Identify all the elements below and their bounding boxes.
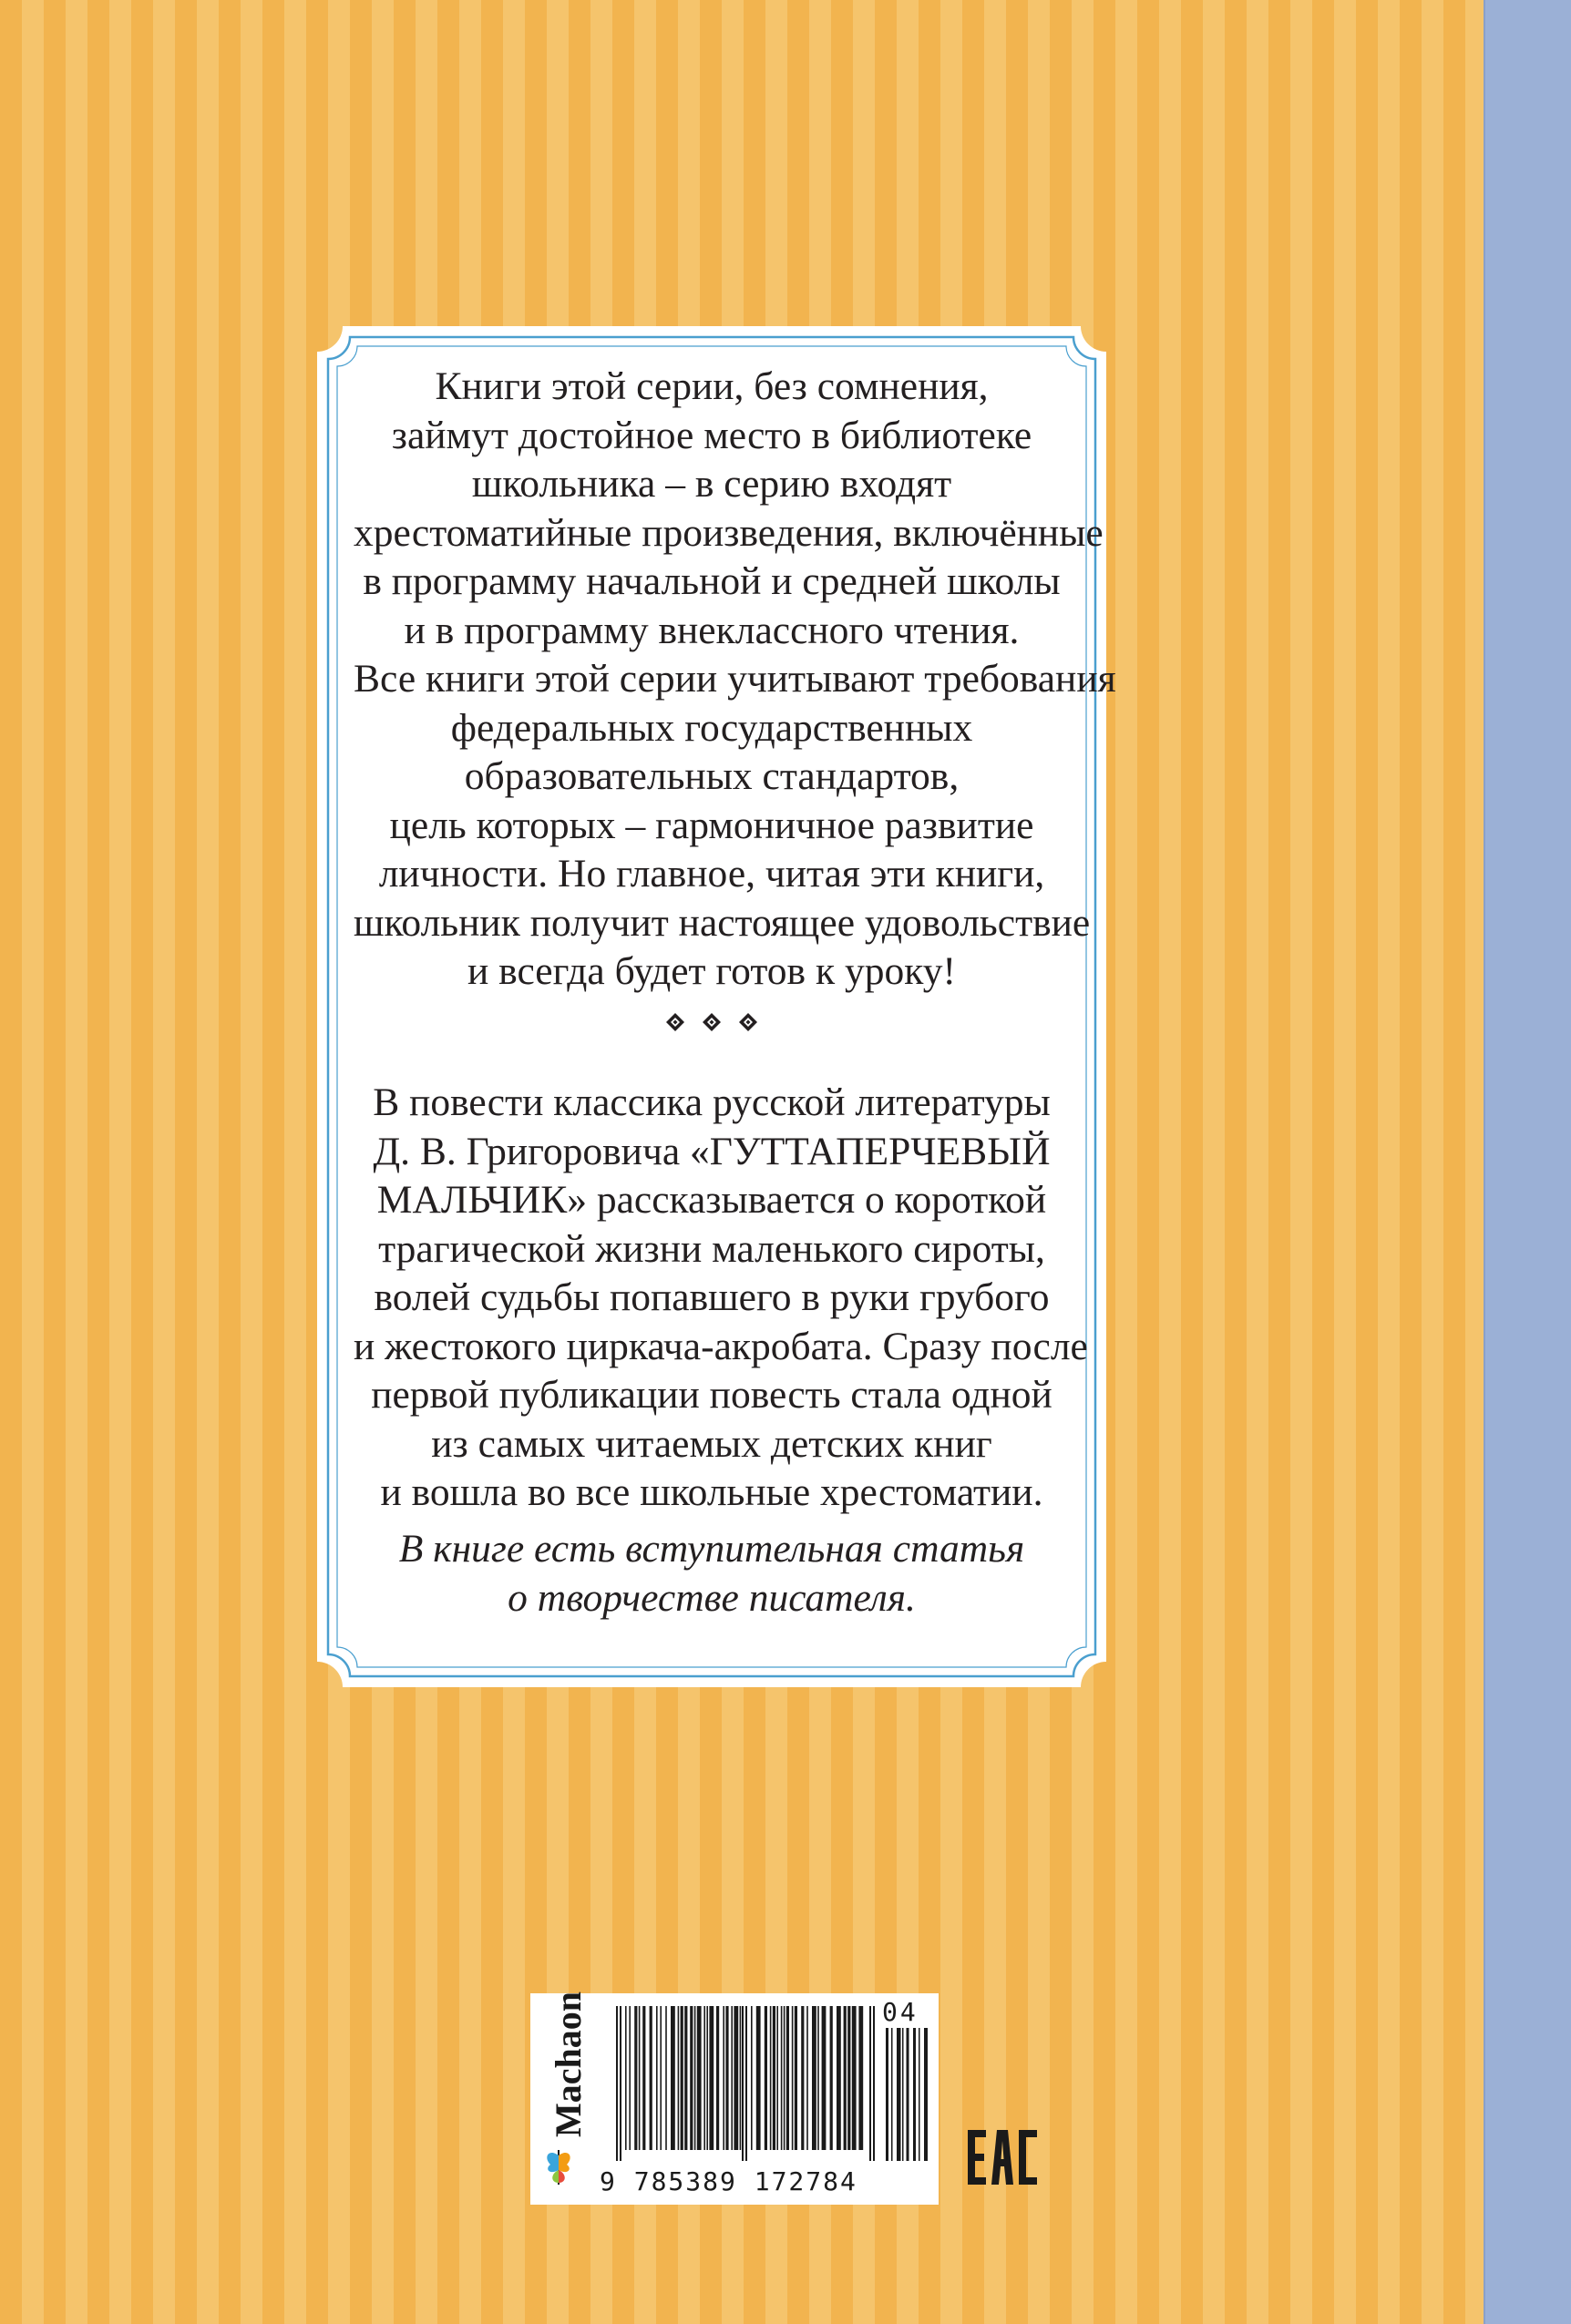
book-blurb-line: волей судьбы попавшего в руки грубого	[374, 1275, 1050, 1319]
diamond-divider	[354, 1012, 1070, 1039]
eac-mark-icon	[968, 2130, 1037, 2185]
book-blurb-line: и жестокого циркача-акробата. Сразу после	[354, 1324, 1088, 1368]
publisher-logo-text: Machaon	[548, 1991, 589, 2137]
book-blurb-line: Д. В. Григоровича «ГУТТАПЕРЧЕВЫЙ	[373, 1129, 1051, 1173]
note-line: о творчестве писателя.	[508, 1575, 916, 1620]
text-panel	[317, 326, 1116, 1687]
series-blurb-line: Все книги этой серии учитывают требования	[354, 657, 1116, 701]
diamond-ornament-icon	[665, 1012, 685, 1032]
series-blurb-line: хрестоматийные произведения, включённые	[354, 510, 1104, 555]
series-blurb-line: школьник получит настоящее удовольствие	[354, 900, 1091, 945]
addon-barcode	[886, 2028, 928, 2161]
book-blurb-line: и вошла во все школьные хрестоматии.	[380, 1470, 1043, 1514]
diamond-ornament-icon	[702, 1012, 722, 1032]
book-blurb-line: В повести классика русской литературы	[373, 1080, 1051, 1124]
series-blurb	[354, 363, 1116, 997]
series-blurb-line: и всегда будет готов к уроку!	[467, 949, 956, 993]
note-line: В книге есть вступительная статья	[398, 1527, 1025, 1571]
series-blurb-line: образовательных стандартов,	[464, 754, 960, 798]
isbn-barcode	[614, 2006, 878, 2161]
book-blurb-line: из самых читаемых детских книг	[431, 1421, 992, 1466]
series-blurb-line: личности. Но главное, читая эти книги,	[378, 852, 1045, 896]
intro-article-note	[354, 1525, 1070, 1623]
addon-digits: 04	[882, 1997, 919, 2027]
series-blurb-line: школьника – в серию входят	[471, 462, 952, 506]
spine-strip	[1484, 0, 1571, 2324]
book-blurb-line: МАЛЬЧИК» рассказывается о короткой	[376, 1178, 1047, 1222]
book-blurb	[354, 1079, 1088, 1518]
panel-content	[354, 363, 1116, 1651]
series-blurb-line: Книги этой серии, без сомнения,	[435, 364, 989, 408]
butterfly-logo-icon	[543, 2146, 574, 2188]
publisher-logo	[538, 1991, 589, 2196]
isbn-digits: 9 785389 172784	[600, 2166, 857, 2196]
eac-certification-mark	[968, 2130, 1037, 2189]
barcode-block	[530, 1993, 939, 2205]
series-blurb-line: займут достойное место в библиотеке	[391, 413, 1032, 457]
book-blurb-line: трагической жизни маленького сироты,	[378, 1226, 1045, 1271]
series-blurb-line: цель которых – гармоничное развитие	[389, 803, 1034, 847]
series-blurb-line: федеральных государственных	[450, 705, 973, 750]
series-blurb-line: и в программу внеклассного чтения.	[404, 608, 1020, 652]
diamond-ornament-icon	[738, 1012, 758, 1032]
series-blurb-line: в программу начальной и средней школы	[363, 559, 1061, 603]
book-blurb-line: первой публикации повесть стала одной	[371, 1373, 1052, 1417]
